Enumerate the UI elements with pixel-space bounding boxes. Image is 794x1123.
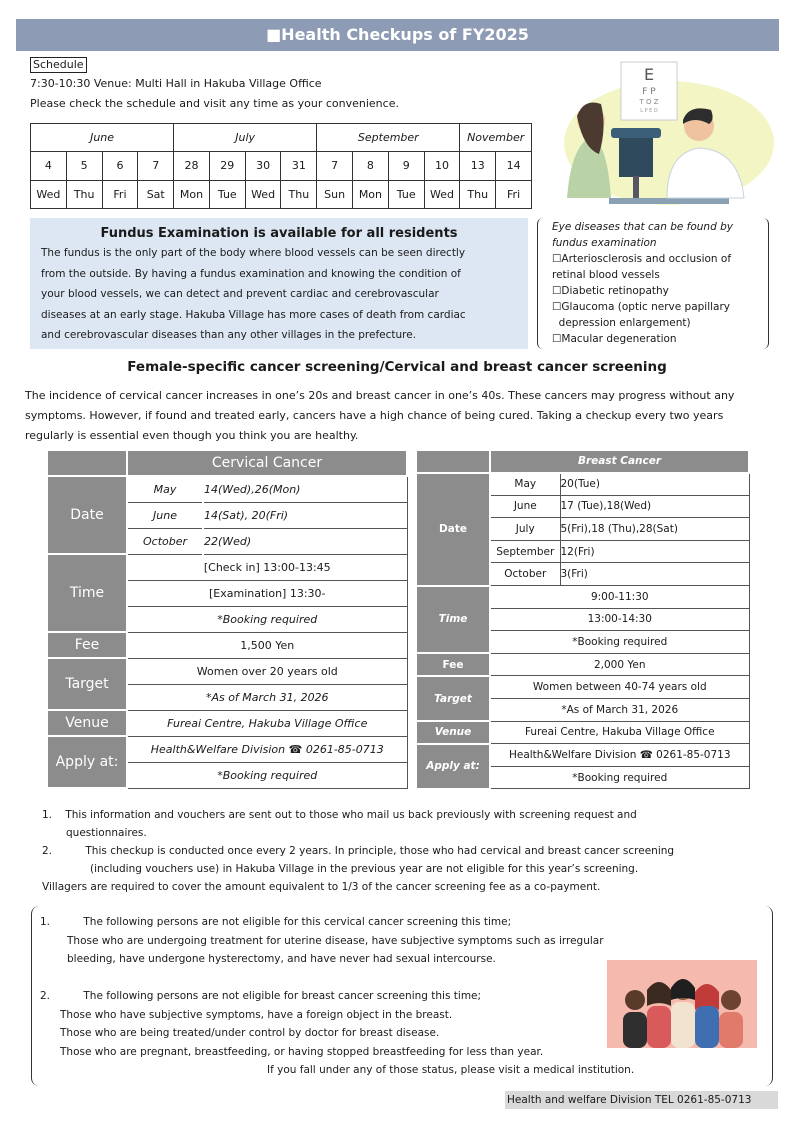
month-cell: July [174,124,317,152]
footer-contact: Health and welfare Division TEL 0261-85-0713 [505,1091,778,1109]
cervical-fee: 1,500 Yen [127,632,407,658]
breast-venue: Fureai Centre, Hakuba Village Office [490,721,749,744]
breast-date-label: Date [416,473,490,586]
cervical-apply-contact: Health&Welfare Division ☎ 0261-85-0713 [127,736,407,762]
day-cell: Sun [317,180,353,208]
breast-month: September [490,540,560,563]
eye-diseases-box [537,218,769,349]
cervical-venue-label: Venue [47,710,127,736]
elig-line: Those who are being treated/under control by doctor for breast disease. [60,1027,440,1039]
breast-month: May [490,473,560,496]
cervical-date: 22(Wed) [203,528,407,554]
date-cell: 10 [424,152,460,180]
day-cell: Sat [138,180,174,208]
cervical-time-label: Time [47,554,127,632]
cervical-apply-note: *Booking required [127,762,407,788]
svg-text:F P: F P [642,87,656,97]
eye-diseases-heading: Eye diseases that can be found by [552,221,733,233]
fundus-line: diseases at an early stage. Hakuba Village has more cases of death from cardiac [41,308,466,321]
breast-time-label: Time [416,586,490,654]
breast-title: Breast Cancer [490,450,749,473]
fundus-title: Fundus Examination is available for all residents [100,226,458,241]
female-screening-intro [25,386,777,446]
women-group-illustration [607,960,757,1048]
eye-disease-item: ☐Arteriosclerosis and occlusion of [552,253,732,265]
cervical-time: [Check in] 13:00-13:45 [127,554,407,580]
breast-target-note: *As of March 31, 2026 [490,699,749,722]
month-cell: September [317,124,460,152]
date-cell: 29 [209,152,245,180]
date-cell: 28 [174,152,210,180]
date-cell: 13 [460,152,496,180]
fundus-box [30,218,528,349]
breast-date: 3(Fri) [560,563,749,586]
day-cell: Fri [102,180,138,208]
breast-date: 17 (Tue),18(Wed) [560,495,749,518]
month-cell: June [31,124,174,152]
intro-line: regularly is essential even though you think you are healthy. [25,429,359,442]
eye-disease-item: depression enlargement) [552,317,691,329]
cervical-apply-label: Apply at: [47,736,127,788]
fundus-line: The fundus is the only part of the body where blood vessels can be seen directly [41,247,466,259]
breast-date: 20(Tue) [560,473,749,496]
day-cell: Wed [31,180,67,208]
date-cell: 7 [317,152,353,180]
cervical-target-note: *As of March 31, 2026 [127,684,407,710]
day-cell: Thu [281,180,317,208]
note-line: 1. This information and vouchers are sent out to those who mail us back previously with screening request and [42,809,637,821]
date-cell: 8 [353,152,389,180]
note-line: 2. This checkup is conducted once every 2 years. In principle, those who had cervical and breast cancer screening [42,845,675,857]
day-cell: Wed [245,180,281,208]
schedule-label: Schedule [30,57,87,73]
eye-diseases-heading: fundus examination [552,237,657,249]
eye-disease-item: ☐Macular degeneration [552,333,677,345]
eye-disease-item: ☐Diabetic retinopathy [552,285,669,297]
elig-line: bleeding, have undergone hysterectomy, and have never had sexual intercourse. [67,953,496,965]
date-cell: 5 [66,152,102,180]
elig-line: 2. The following persons are not eligible for breast cancer screening this time; [40,990,482,1002]
intro-line: The incidence of cervical cancer increases in one’s 20s and breast cancer in one’s 40s. These cancers may progress without any [25,389,735,402]
cervical-time: [Examination] 13:30- [127,580,407,606]
breast-apply-label: Apply at: [416,744,490,789]
svg-text:E: E [643,65,655,84]
cervical-month: October [127,528,203,554]
svg-text:T O Z: T O Z [639,98,659,106]
schedule-note: Please check the schedule and visit any time as your convenience. [30,97,399,110]
cervical-fee-label: Fee [47,632,127,658]
eye-disease-item: retinal blood vessels [552,269,660,281]
eye-exam-illustration [549,58,774,208]
breast-date: 12(Fri) [560,540,749,563]
female-screening-title: Female-specific cancer screening/Cervical and breast cancer screening [127,359,667,375]
cervical-target-label: Target [47,658,127,710]
elig-line: Those who have subjective symptoms, have a foreign object in the breast. [60,1008,453,1021]
fundus-text [30,243,528,346]
date-cell: 7 [138,152,174,180]
breast-month: June [490,495,560,518]
breast-target-label: Target [416,676,490,721]
date-cell: 9 [388,152,424,180]
fundus-line: and cerebrovascular diseases than any other villages in the prefecture. [41,329,417,341]
date-cell: 6 [102,152,138,180]
breast-booking-note: *Booking required [490,631,749,654]
day-cell: Mon [353,180,389,208]
date-cell: 14 [496,152,532,180]
day-cell: Thu [460,180,496,208]
day-cell: Thu [66,180,102,208]
day-cell: Tue [388,180,424,208]
intro-line: symptoms. However, if found and treated early, cancers have a high chance of being cured. Taking a checkup every two years [25,409,724,422]
day-cell: Mon [174,180,210,208]
breast-venue-label: Venue [416,721,490,744]
note-line: questionnaires. [66,827,147,839]
elig-line: Those who are pregnant, breastfeeding, or having stopped breastfeeding for less than year. [60,1045,544,1058]
breast-target: Women between 40-74 years old [490,676,749,699]
breast-cancer-table [415,449,750,790]
cervical-month: May [127,476,203,502]
cervical-date: 14(Sat), 20(Fri) [203,502,407,528]
cervical-cancer-table [46,449,408,789]
date-cell: 4 [31,152,67,180]
breast-apply-contact: Health&Welfare Division ☎ 0261-85-0713 [490,744,749,767]
breast-apply-note: *Booking required [490,766,749,789]
date-cell: 30 [245,152,281,180]
cervical-date-label: Date [47,476,127,554]
cervical-month: June [127,502,203,528]
cervical-title: Cervical Cancer [127,450,407,476]
elig-line: 1. The following persons are not eligible for this cervical cancer screening this time; [40,916,512,928]
breast-fee: 2,000 Yen [490,653,749,676]
note-line: Villagers are required to cover the amount equivalent to 1/3 of the cancer screening fee as a co-payment. [42,881,601,893]
month-cell: November [460,124,532,152]
page-banner: ■Health Checkups of FY2025 [16,19,779,51]
breast-date: 5(Fri),18 (Thu),28(Sat) [560,518,749,541]
cervical-venue: Fureai Centre, Hakuba Village Office [127,710,407,736]
eye-disease-item: ☐Glaucoma (optic nerve papillary [552,301,731,313]
fundus-line: your blood vessels, we can detect and prevent cardiac and cerebrovascular [41,288,439,300]
fundus-line: from the outside. By having a fundus examination and knowing the condition of [41,267,461,280]
day-cell: Fri [496,180,532,208]
elig-line: Those who are undergoing treatment for uterine disease, have subjective symptoms such as irregular [67,934,604,947]
svg-text:L P E D: L P E D [640,108,658,114]
date-cell: 31 [281,152,317,180]
day-cell: Wed [424,180,460,208]
notes-section [42,806,782,896]
note-line: (including vouchers use) in Hakuba Village in the previous year are not eligible for this year’s screening. [90,863,639,875]
cervical-booking-note: *Booking required [127,606,407,632]
breast-month: July [490,518,560,541]
schedule-table [30,123,532,209]
elig-line: If you fall under any of those status, please visit a medical institution. [267,1064,635,1076]
breast-fee-label: Fee [416,653,490,676]
schedule-time-venue: 7:30-10:30 Venue: Multi Hall in Hakuba Village Office [30,77,322,90]
breast-month: October [490,563,560,586]
cervical-date: 14(Wed),26(Mon) [203,476,407,502]
breast-time: 9:00-11:30 [490,586,749,609]
breast-time: 13:00-14:30 [490,608,749,631]
day-cell: Tue [209,180,245,208]
cervical-target: Women over 20 years old [127,658,407,684]
